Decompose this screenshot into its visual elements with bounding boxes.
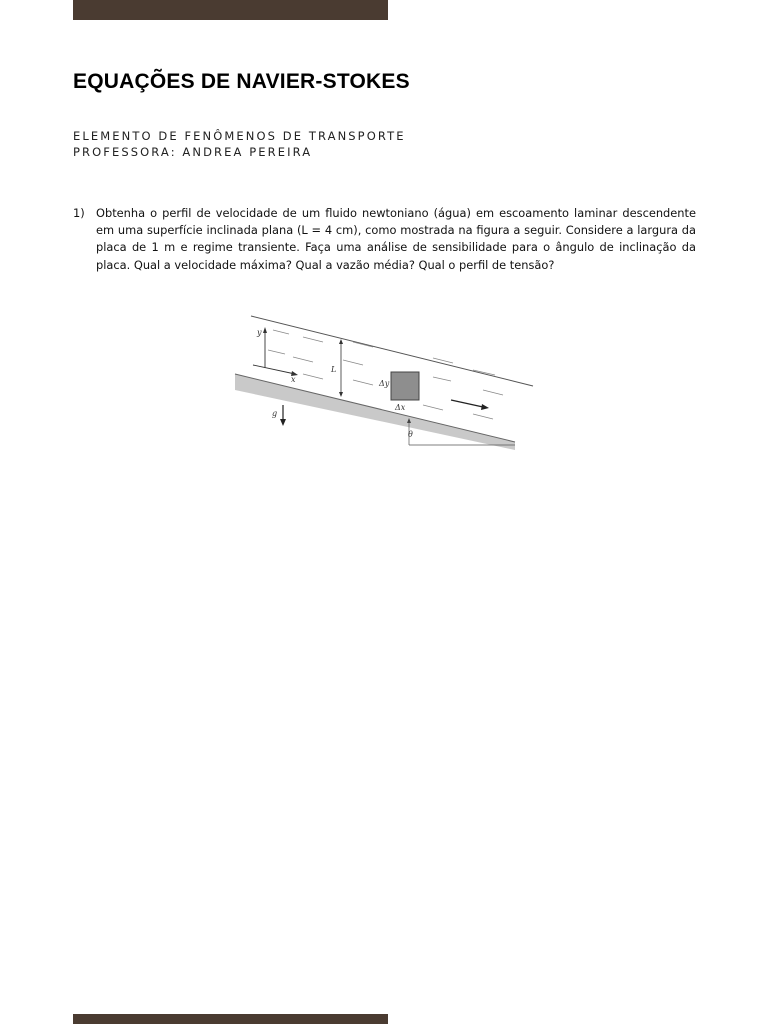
thickness-arrow-top-icon	[339, 339, 343, 344]
inclined-plane-diagram	[233, 310, 538, 455]
course-subtitle: ELEMENTO DE FENÔMENOS DE TRANSPORTE	[73, 129, 406, 143]
control-volume-element	[391, 372, 419, 400]
top-decorative-band	[73, 0, 388, 20]
gravity-arrow-icon	[280, 419, 286, 426]
flow-lines	[268, 330, 503, 419]
delta-x-label: Δx	[395, 403, 406, 412]
y-axis-arrow-icon	[263, 327, 267, 333]
professor-subtitle: PROFESSORA: ANDREA PEREIRA	[73, 145, 313, 159]
x-label: x	[291, 375, 296, 384]
y-label: y	[257, 328, 262, 337]
flow-direction-arrow-icon	[481, 404, 489, 410]
question-number: 1)	[73, 206, 85, 220]
flow-direction-line	[451, 400, 483, 407]
bottom-decorative-band	[73, 1014, 388, 1024]
question-1	[73, 205, 696, 274]
theta-label: θ	[408, 430, 413, 439]
plate-surface	[235, 374, 515, 442]
L-label: L	[331, 365, 337, 374]
question-text: Obtenha o perfil de velocidade de um fluido newtoniano (água) em escoamento laminar descendente em uma superfície inclinada plana (L = 4 cm), como mostrada na figura a seguir. Considere a largura da placa de 1 m e regime transiente. Faça uma análise de sensibilidade para o ângulo de inclinação da placa. Qual a velocidade máxima? Qual a vazão média? Qual o perfil de tensão?	[96, 206, 696, 272]
g-label: g	[272, 409, 278, 418]
inclined-plane-figure	[233, 310, 538, 455]
delta-y-label: Δy	[379, 379, 390, 388]
x-axis	[253, 365, 295, 374]
page-title: EQUAÇÕES DE NAVIER-STOKES	[73, 70, 410, 93]
thickness-arrow-bottom-icon	[339, 392, 343, 397]
